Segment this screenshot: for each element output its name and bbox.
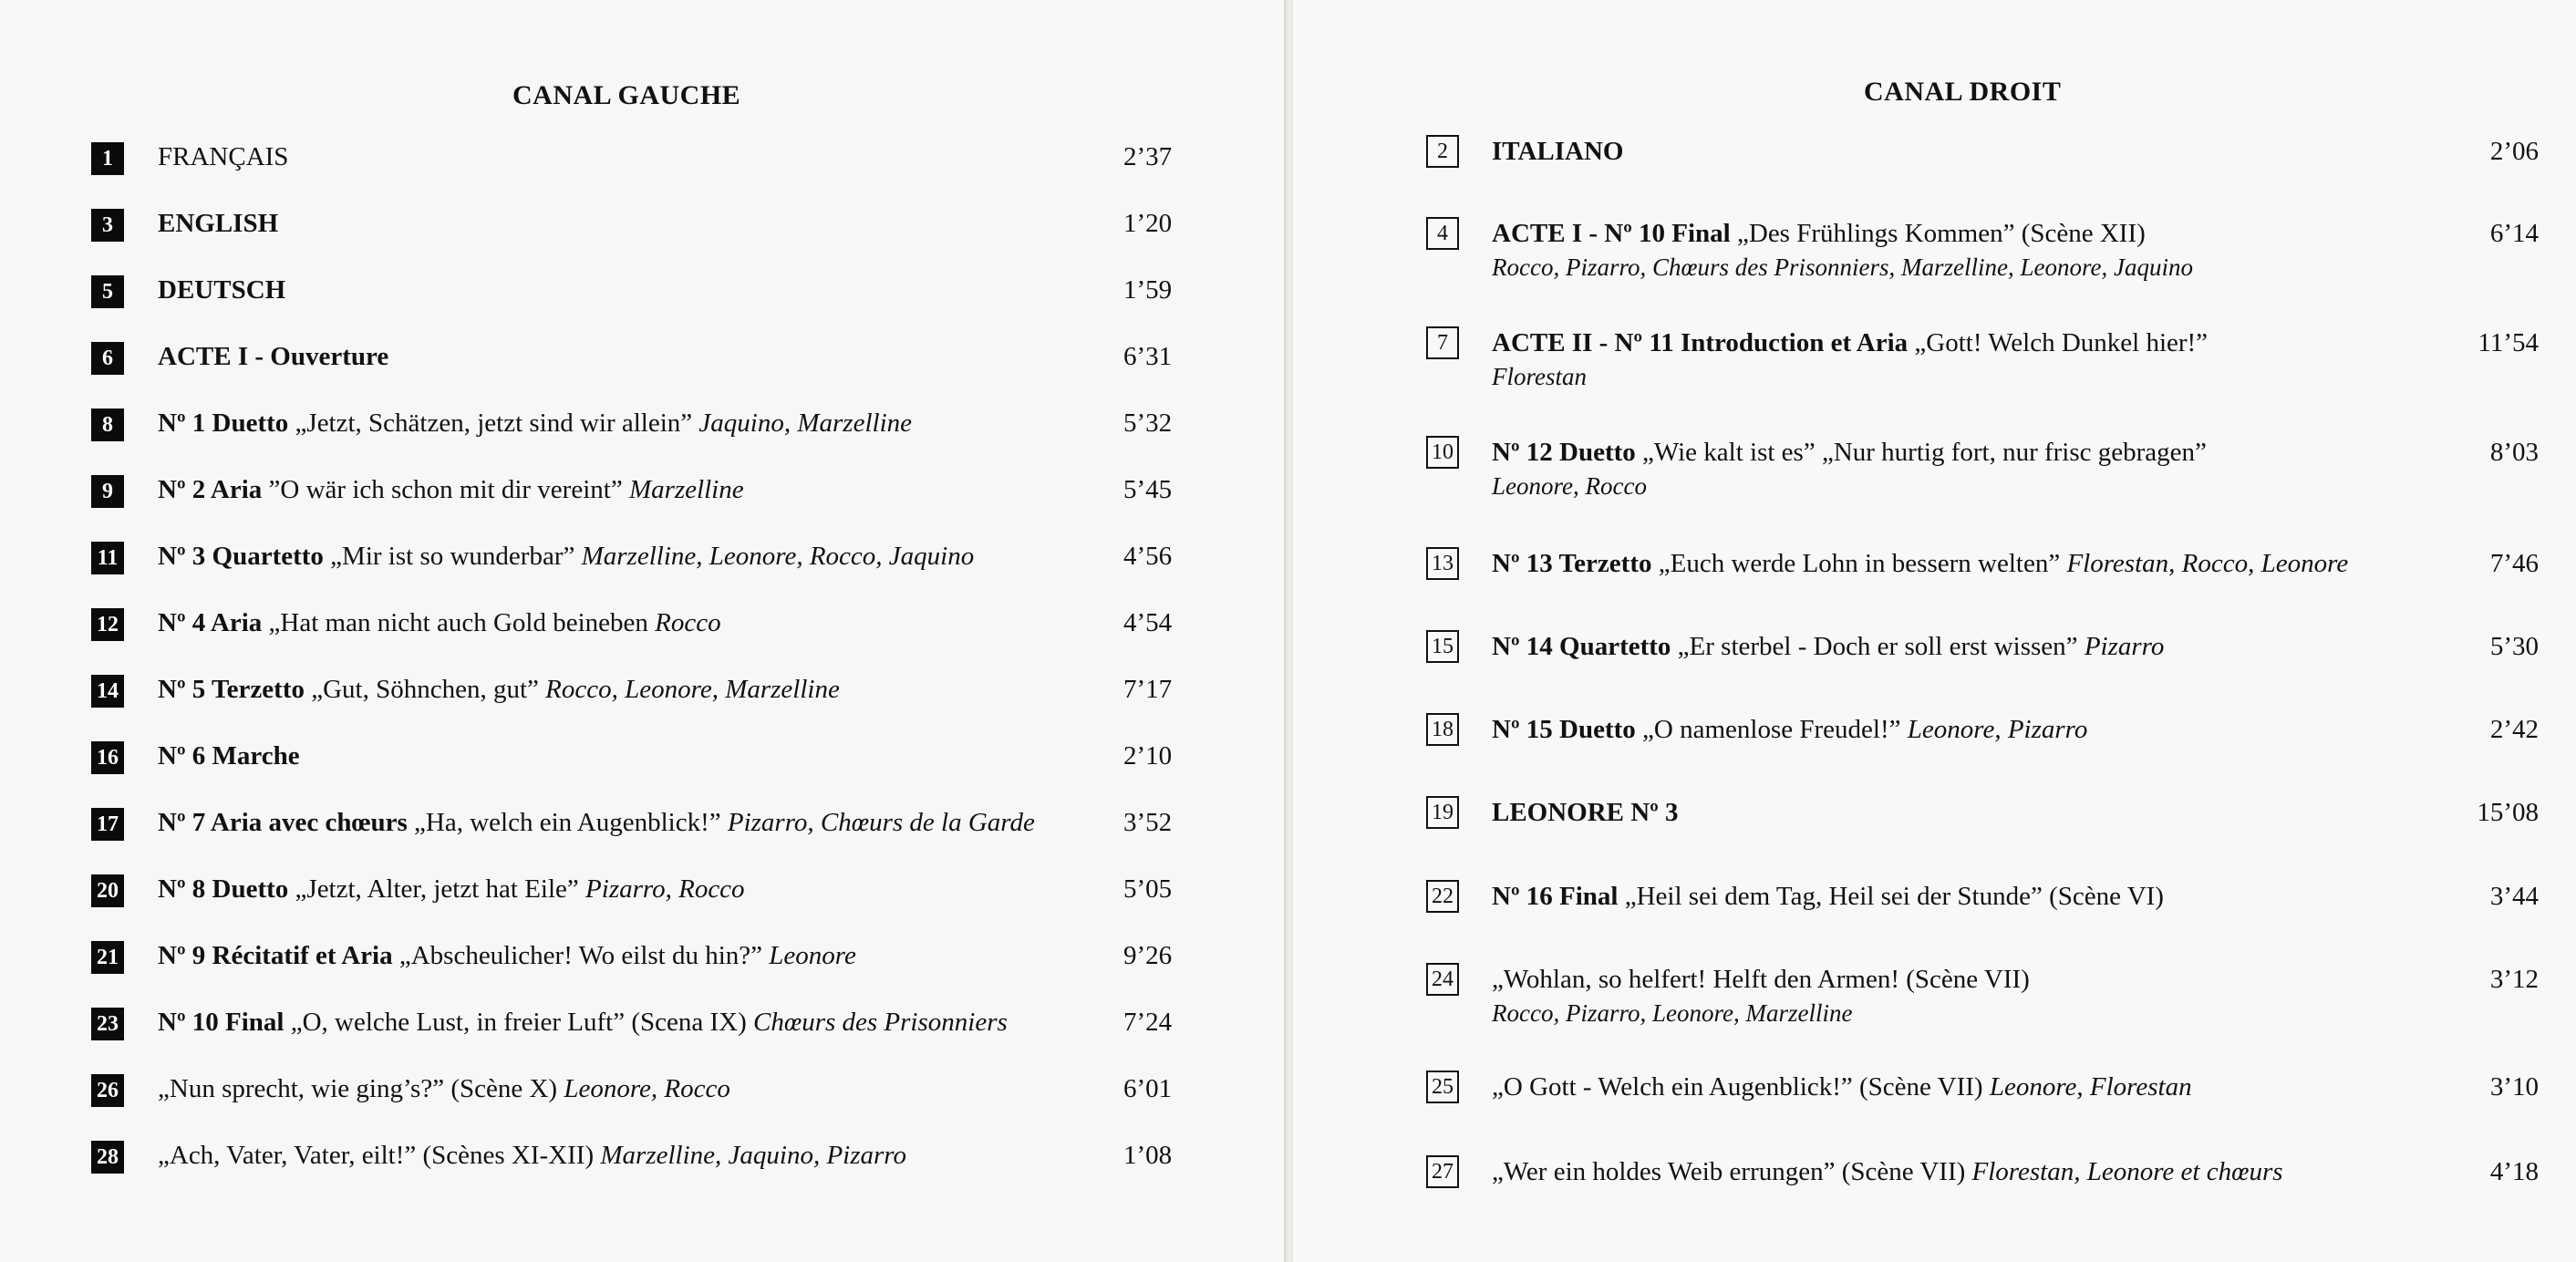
track-title bbox=[1492, 1155, 2283, 1188]
track-number: 23 bbox=[91, 1008, 124, 1040]
track-title-part: Marzelline, Jaquino, Pizarro bbox=[600, 1141, 906, 1170]
track-title-part: Florestan, Rocco, Leonore bbox=[2066, 549, 2349, 578]
track-row bbox=[91, 603, 1185, 657]
track-number: 28 bbox=[91, 1141, 124, 1174]
track-number: 25 bbox=[1426, 1071, 1459, 1103]
track-performers: Rocco, Pizarro, Leonore, Marzelline bbox=[1492, 999, 1853, 1027]
track-title bbox=[1492, 796, 1679, 829]
track-number: 3 bbox=[91, 209, 124, 242]
track-title bbox=[158, 939, 856, 972]
track-title-part: ACTE I - Nº 10 Final bbox=[1492, 219, 1737, 248]
track-title-part: FRANÇAIS bbox=[158, 142, 289, 171]
track-duration: 6’31 bbox=[1123, 342, 1173, 371]
track-number: 4 bbox=[1426, 217, 1459, 250]
track-title-part: „O, welche Lust, in freier Luft” (Scena IX) bbox=[290, 1008, 754, 1037]
track-duration: 15’08 bbox=[2477, 798, 2539, 827]
track-title-part: Pizarro, Rocco bbox=[585, 874, 745, 904]
track-row bbox=[91, 869, 1185, 924]
track-duration: 2’06 bbox=[2489, 137, 2539, 166]
track-row bbox=[91, 1069, 1185, 1123]
track-title-part: Rocco, Leonore, Marzelline bbox=[545, 675, 840, 704]
track-title-part: ENGLISH bbox=[158, 209, 279, 238]
track-title-part: „O namenlose Freudel!” bbox=[1642, 715, 1908, 744]
track-number: 22 bbox=[1426, 880, 1459, 913]
track-duration: 2’10 bbox=[1123, 741, 1173, 771]
track-number: 13 bbox=[1426, 547, 1459, 580]
track-number: 11 bbox=[91, 542, 124, 574]
track-number: 10 bbox=[1426, 436, 1459, 469]
track-row bbox=[91, 736, 1185, 791]
track-title-part: Nº 9 Récitatif et Aria bbox=[158, 941, 399, 970]
track-duration: 7’17 bbox=[1123, 675, 1173, 704]
track-title-part: „Nun sprecht, wie ging’s?” (Scène X) bbox=[158, 1074, 564, 1103]
track-duration: 1’20 bbox=[1123, 209, 1173, 238]
track-row bbox=[91, 203, 1185, 258]
track-duration: 3’44 bbox=[2489, 882, 2539, 911]
track-title-part: „Abscheulicher! Wo eilst du hin?” bbox=[398, 941, 770, 970]
track-title bbox=[158, 340, 388, 373]
track-title bbox=[1492, 880, 2164, 913]
track-title-part: Rocco bbox=[655, 608, 721, 637]
track-title-part: „Gut, Söhnchen, gut” bbox=[311, 675, 546, 704]
track-number: 12 bbox=[91, 608, 124, 641]
track-title bbox=[158, 140, 288, 173]
track-row bbox=[91, 403, 1185, 458]
track-row bbox=[1426, 325, 2539, 398]
track-number: 24 bbox=[1426, 963, 1459, 996]
track-title-part: Chœurs des Prisonniers bbox=[753, 1008, 1008, 1037]
track-title-part: „Wer ein holdes Weib errungen” (Scène VII) bbox=[1492, 1157, 1972, 1186]
track-title bbox=[158, 407, 912, 440]
track-title bbox=[158, 1139, 906, 1172]
track-title-part: Leonore bbox=[769, 941, 856, 970]
track-title bbox=[158, 873, 745, 905]
track-title-part: Nº 4 Aria bbox=[158, 608, 269, 637]
track-duration: 3’10 bbox=[2489, 1072, 2539, 1102]
track-title-part: Florestan, Leonore et chœurs bbox=[1971, 1157, 2283, 1186]
track-title-part: Nº 13 Terzetto bbox=[1492, 549, 1659, 578]
track-title-part: Leonore, Rocco bbox=[564, 1074, 730, 1103]
track-title-part: Nº 6 Marche bbox=[158, 741, 300, 771]
left-page bbox=[0, 0, 1286, 1262]
track-title bbox=[1492, 1071, 2192, 1103]
track-title bbox=[158, 673, 840, 706]
track-number: 6 bbox=[91, 342, 124, 375]
track-duration: 11’54 bbox=[2478, 328, 2539, 357]
track-duration: 4’56 bbox=[1123, 542, 1173, 571]
track-title-part: Leonore, Florestan bbox=[1989, 1072, 2192, 1102]
track-title-part: Pizarro bbox=[2084, 632, 2165, 661]
track-title-part: Marzelline, Leonore, Rocco, Jaquino bbox=[581, 542, 975, 571]
track-title-part: „Jetzt, Alter, jetzt hat Eile” bbox=[295, 874, 586, 904]
track-row bbox=[91, 1002, 1185, 1057]
track-row bbox=[1426, 133, 2539, 188]
track-title-part: „Euch werde Lohn in bessern welten” bbox=[1658, 549, 2067, 578]
track-number: 8 bbox=[91, 409, 124, 441]
track-title bbox=[1492, 326, 2208, 359]
track-title bbox=[1492, 630, 2164, 663]
track-number: 9 bbox=[91, 475, 124, 508]
track-title bbox=[1492, 436, 2207, 469]
track-title-part: „Wohlan, so helfert! Helft den Armen! (Scène VII) bbox=[1492, 965, 2030, 994]
right-heading: CANAL DROIT bbox=[1864, 77, 2062, 107]
track-number: 18 bbox=[1426, 713, 1459, 746]
track-row bbox=[1426, 628, 2539, 683]
track-duration: 4’18 bbox=[2489, 1157, 2539, 1186]
track-title-part: Nº 7 Aria avec chœurs bbox=[158, 808, 415, 837]
track-title-part: „Hat man nicht auch Gold beineben bbox=[268, 608, 656, 637]
track-row bbox=[91, 137, 1185, 191]
track-row bbox=[1426, 215, 2539, 288]
track-title-part: ACTE I - Ouverture bbox=[158, 342, 389, 371]
track-duration: 3’52 bbox=[1123, 808, 1173, 837]
track-row bbox=[1426, 545, 2539, 600]
track-title-part: Leonore, Pizarro bbox=[1907, 715, 2088, 744]
track-duration: 7’46 bbox=[2489, 549, 2539, 578]
track-row bbox=[91, 1135, 1185, 1190]
track-number: 20 bbox=[91, 874, 124, 907]
right-page bbox=[1293, 0, 2576, 1262]
track-row bbox=[1426, 711, 2539, 766]
track-title-part: ”O wär ich schon mit dir vereint” bbox=[268, 475, 629, 504]
track-title-part: ACTE II - Nº 11 Introduction et Aria bbox=[1492, 328, 1915, 357]
track-duration: 1’08 bbox=[1123, 1141, 1173, 1170]
track-performers: Rocco, Pizarro, Chœurs des Prisonniers, Marzelline, Leonore, Jaquino bbox=[1492, 253, 2193, 281]
track-title-part: Nº 3 Quartetto bbox=[158, 542, 331, 571]
track-duration: 5’05 bbox=[1123, 874, 1173, 904]
track-duration: 4’54 bbox=[1123, 608, 1173, 637]
track-title-part: Nº 1 Duetto bbox=[158, 409, 295, 438]
track-number: 5 bbox=[91, 275, 124, 308]
track-title-part: Nº 14 Quartetto bbox=[1492, 632, 1678, 661]
track-number: 27 bbox=[1426, 1155, 1459, 1188]
track-title-part: DEUTSCH bbox=[158, 275, 286, 305]
track-title-part: Nº 12 Duetto bbox=[1492, 438, 1643, 467]
track-title-part: Nº 5 Terzetto bbox=[158, 675, 312, 704]
track-title-part: „Gott! Welch Dunkel hier!” bbox=[1914, 328, 2209, 357]
track-duration: 5’30 bbox=[2489, 632, 2539, 661]
track-duration: 6’01 bbox=[1123, 1074, 1173, 1103]
track-title bbox=[1492, 217, 2146, 250]
track-title-part: Nº 15 Duetto bbox=[1492, 715, 1643, 744]
track-title bbox=[1492, 547, 2348, 580]
track-row bbox=[91, 936, 1185, 990]
track-duration: 5’32 bbox=[1123, 409, 1173, 438]
track-performers: Leonore, Rocco bbox=[1492, 472, 1647, 500]
track-duration: 5’45 bbox=[1123, 475, 1173, 504]
track-title-part: „Mir ist so wunderbar” bbox=[330, 542, 582, 571]
track-row bbox=[91, 536, 1185, 591]
track-number: 7 bbox=[1426, 326, 1459, 359]
track-number: 14 bbox=[91, 675, 124, 708]
track-title bbox=[158, 1072, 730, 1105]
track-title-part: Marzelline bbox=[628, 475, 744, 504]
track-row bbox=[1426, 878, 2539, 933]
left-heading: CANAL GAUCHE bbox=[512, 80, 741, 110]
track-row bbox=[1426, 794, 2539, 849]
track-title-part: LEONORE Nº 3 bbox=[1492, 798, 1679, 827]
track-title-part: Jaquino, Marzelline bbox=[698, 409, 912, 438]
track-title-part: „Jetzt, Schätzen, jetzt sind wir allein” bbox=[295, 409, 699, 438]
track-number: 26 bbox=[91, 1074, 124, 1107]
track-title-part: „Heil sei dem Tag, Heil sei der Stunde” (Scène VI) bbox=[1624, 882, 2164, 911]
track-duration: 2’37 bbox=[1123, 142, 1173, 171]
track-title-part: „Ach, Vater, Vater, eilt!” (Scènes XI-XII) bbox=[158, 1141, 601, 1170]
track-title bbox=[158, 207, 278, 240]
track-title-part: „Er sterbel - Doch er soll erst wissen” bbox=[1677, 632, 2085, 661]
track-duration: 7’24 bbox=[1123, 1008, 1173, 1037]
track-number: 1 bbox=[91, 142, 124, 175]
track-title-part: „Wie kalt ist es” „Nur hurtig fort, nur frisc gebragen” bbox=[1642, 438, 2207, 467]
track-title bbox=[158, 806, 1035, 839]
track-duration: 1’59 bbox=[1123, 275, 1173, 305]
track-title bbox=[158, 1006, 1008, 1039]
track-number: 17 bbox=[91, 808, 124, 841]
track-duration: 8’03 bbox=[2489, 438, 2539, 467]
track-performers: Florestan bbox=[1492, 363, 1587, 390]
track-title-part: Nº 16 Final bbox=[1492, 882, 1625, 911]
track-number: 19 bbox=[1426, 796, 1459, 829]
track-title-part: Nº 10 Final bbox=[158, 1008, 291, 1037]
track-title-part: ITALIANO bbox=[1492, 137, 1624, 166]
track-title-part: „Des Frühlings Kommen” (Scène XII) bbox=[1737, 219, 2146, 248]
track-row bbox=[91, 470, 1185, 524]
track-title bbox=[158, 274, 285, 306]
track-row bbox=[91, 669, 1185, 724]
track-duration: 3’12 bbox=[2489, 965, 2539, 994]
track-title-part: „O Gott - Welch ein Augenblick!” (Scène VII) bbox=[1492, 1072, 1990, 1102]
track-number: 16 bbox=[91, 741, 124, 774]
track-title bbox=[1492, 713, 2087, 746]
track-title-part: „Ha, welch ein Augenblick!” bbox=[414, 808, 728, 837]
track-title bbox=[158, 473, 744, 506]
track-title-part: Nº 8 Duetto bbox=[158, 874, 295, 904]
track-title bbox=[1492, 963, 2030, 996]
track-row bbox=[1426, 1069, 2539, 1123]
track-title bbox=[1492, 135, 1624, 168]
track-title-part: Nº 2 Aria bbox=[158, 475, 269, 504]
track-row bbox=[91, 270, 1185, 325]
track-number: 2 bbox=[1426, 135, 1459, 168]
track-row bbox=[1426, 434, 2539, 507]
track-number: 15 bbox=[1426, 630, 1459, 663]
track-title bbox=[158, 740, 300, 772]
track-row bbox=[1426, 961, 2539, 1034]
track-row bbox=[91, 336, 1185, 391]
track-title-part: Pizarro, Chœurs de la Garde bbox=[727, 808, 1035, 837]
track-duration: 6’14 bbox=[2489, 219, 2539, 248]
track-title bbox=[158, 540, 974, 573]
track-title bbox=[158, 606, 721, 639]
track-row bbox=[1426, 1153, 2539, 1208]
track-row bbox=[91, 802, 1185, 857]
track-number: 21 bbox=[91, 941, 124, 974]
track-duration: 9’26 bbox=[1123, 941, 1173, 970]
track-duration: 2’42 bbox=[2489, 715, 2539, 744]
